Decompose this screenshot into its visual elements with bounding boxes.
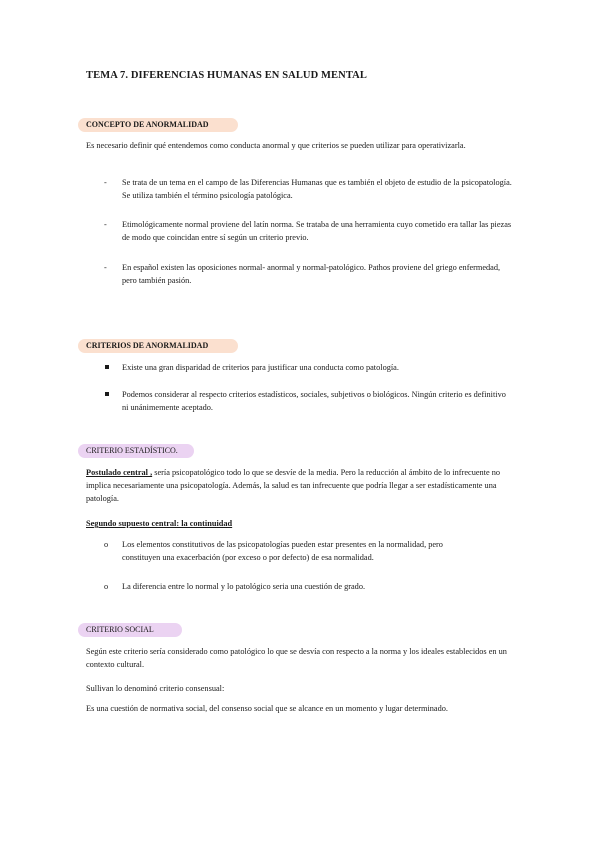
dash-marker: - <box>104 178 107 187</box>
dash-marker: - <box>104 263 107 272</box>
document-title: TEMA 7. DIFERENCIAS HUMANAS EN SALUD MENTAL <box>86 70 367 81</box>
social-paragraph: Según este criterio sería considerado como patológico lo que se desvía con respecto a la norma y los ideales establecidos en un contexto cultural. <box>86 647 507 669</box>
section-intro: Es necesario definir qué entendemos como conducta anormal y que criterios se pueden utilizar para operativizarla. <box>86 141 466 150</box>
sullivan-paragraph: Sullivan lo denominó criterio consensual: <box>86 684 225 693</box>
list-item: La diferencia entre lo normal y lo patológico seria una cuestión de grado. <box>122 582 366 591</box>
section-heading-social: CRITERIO SOCIAL <box>78 623 182 637</box>
circle-bullet-icon: o <box>104 540 109 549</box>
postulado-text: sería psicopatológico todo lo que se desvíe de la media. Pero la reducción al ámbito de lo infrecuente no implica necesariamente una psicopatología. Además, la salud es tan infrecuente que podría llegar a ser estadísticamente una patología. <box>86 468 501 503</box>
normativa-paragraph: Es una cuestión de normativa social, del consenso social que se alcance en un momento y lugar determinado. <box>86 704 448 713</box>
list-item: En español existen las oposiciones normal- anormal y normal-patológico. Pathos proviene del griego enfermedad, pero también pasión. <box>122 263 501 285</box>
section-heading-concepto: CONCEPTO DE ANORMALIDAD <box>78 118 238 132</box>
section-heading-criterios: CRITERIOS DE ANORMALIDAD <box>78 339 238 353</box>
dash-marker: - <box>104 220 107 229</box>
section-heading-estadistico: CRITERIO ESTADÍSTICO. <box>78 444 194 458</box>
list-item: Podemos considerar al respecto criterios estadísticos, sociales, subjetivos o biológicos. Ningún criterio es definitivo ni unánimemente aceptado. <box>122 390 506 412</box>
postulado-paragraph <box>86 466 511 505</box>
square-bullet-icon <box>105 365 109 369</box>
square-bullet-icon <box>105 392 109 396</box>
list-item: Los elementos constitutivos de las psicopatologías pueden estar presentes en la normalidad, pero constituyen una exacerbación (por exceso o por defecto) de esa normalidad. <box>122 540 443 562</box>
segundo-supuesto-label: Segundo supuesto central: la continuidad <box>86 519 233 528</box>
list-item: Existe una gran disparidad de criterios para justificar una conducta como patología. <box>122 363 399 372</box>
list-item: Etimológicamente normal proviene del latín norma. Se trataba de una herramienta cuyo cometido era tallar las piezas de modo que coincidan entre sí según un criterio previo. <box>122 220 512 242</box>
circle-bullet-icon: o <box>104 582 109 591</box>
postulado-label: Postulado central , <box>86 468 153 477</box>
list-item: Se trata de un tema en el campo de las Diferencias Humanas que es también el objeto de estudio de la psicopatología. Se utiliza también el término psicología patológica. <box>122 178 512 200</box>
